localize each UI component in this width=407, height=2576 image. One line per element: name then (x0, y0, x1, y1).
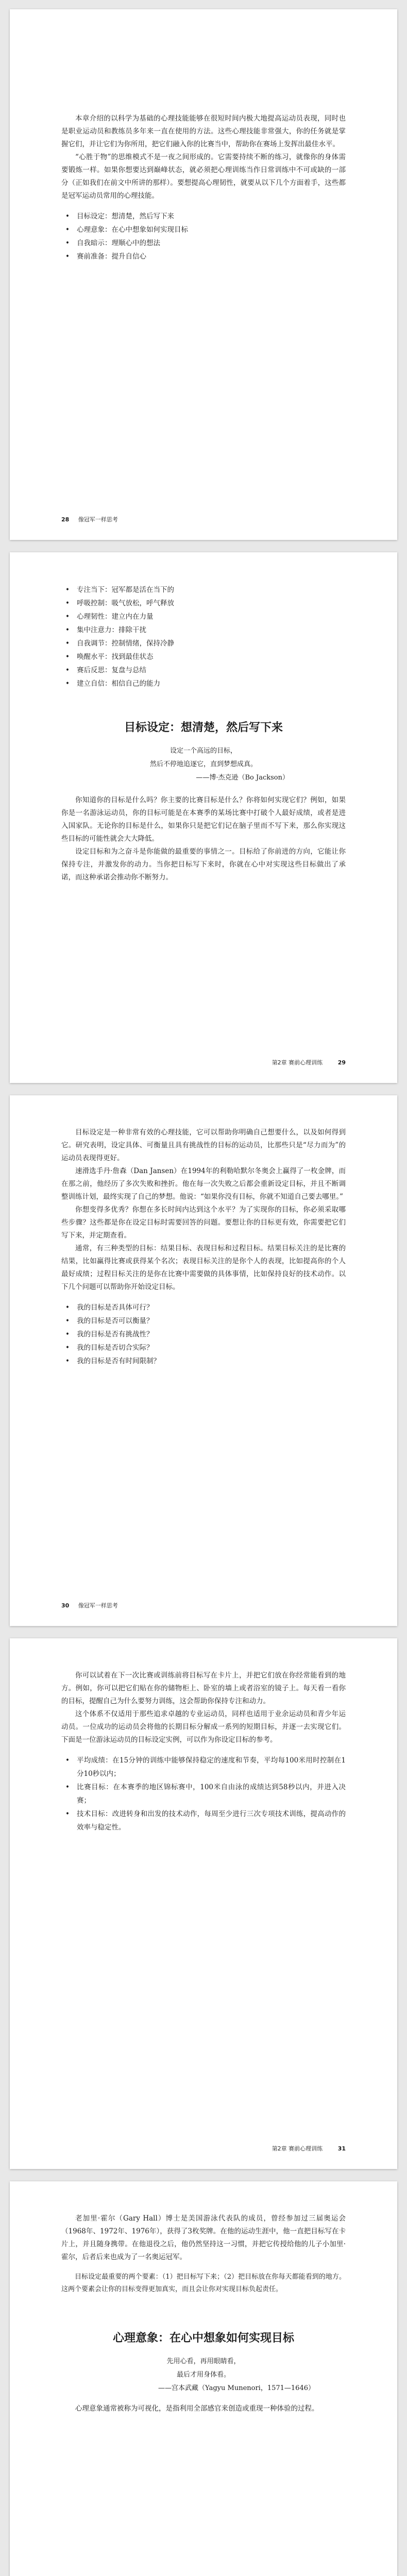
list-item: • 自我暗示：理顺心中的想法 (61, 236, 346, 250)
list-item: • 专注当下：冠军都是活在当下的 (61, 583, 346, 597)
paragraph: 设定目标和为之奋斗是你能做的最重要的事情之一。目标给了你前进的方向，它能让你保持专注，并激发你的动力。当你把目标写下来时，你就在心中对实现这些目标做出了承诺，而这种承诺会推动你不断努力。 (61, 848, 346, 882)
page-footer (272, 2144, 346, 2153)
running-header: 第2章 赛前心理训练 (272, 2145, 323, 2152)
running-header: 像冠军一样思考 (78, 516, 118, 523)
paragraph: 目标设定是一种非常有效的心理技能，它可以帮助你明确自己想要什么，以及如何得到它。研究表明，设定具体、可衡量且具有挑战性的目标的运动员，比那些只是“尽力而为”的运动员表现得更好。 (61, 1128, 346, 1162)
list-item: • 比赛目标：在本赛季的地区锦标赛中，100米自由泳的成绩达到58秒以内，并进入决赛； (61, 1781, 346, 1807)
list-item: • 我的目标是否有时间限制？ (61, 1354, 346, 1368)
paragraph: 老加里·霍尔（Gary Hall）博士是美国游泳代表队的成员，曾经参加过三届奥运会（1968年、1972年、1976年），获得了3枚奖牌。在他的运动生涯中，他一直把目标写在卡片上，并且随身携带。在他退役之后，他仍然坚持这一习惯，并把它传授给他的儿子小加里·霍尔，后者后来也成为了一名奥运冠军。 (61, 2214, 346, 2261)
bullet-list (61, 1754, 346, 1834)
book-page (10, 552, 397, 1083)
paragraph: 你可以试着在下一次比赛或训练前将目标写在卡片上，并把它们放在你经常能看到的地方。例如，你可以把它们贴在你的储物柜上、卧室的墙上或者浴室的镜子上。每天看一看你的目标，提醒自己为什么要努力训练，这会帮助你保持专注和动力。 (61, 1671, 346, 1705)
quote-author: ——宫本武藏（Yagyu Munenori，1571—1646） (158, 2384, 315, 2392)
page-body (61, 1669, 346, 1834)
list-item: • 我的目标是否可以衡量？ (61, 1314, 346, 1328)
list-item: • 目标设定：想清楚，然后写下来 (61, 210, 346, 223)
list-item: • 技术目标：改进转身和出发的技术动作，每周至少进行三次专项技术训练，提高动作的效率与稳定性。 (61, 1807, 346, 1834)
paragraph: 你想变得多优秀？你想在多长时间内达到这个水平？为了实现你的目标，你必须采取哪些步骤？这些都是你在设定目标时需要回答的问题。要想让你的目标更有效，你需要把它们写下来，并定期查看。 (61, 1206, 346, 1240)
page-number: 30 (61, 1602, 70, 1609)
list-item: • 呼吸控制：吸气放松，呼气释放 (61, 597, 346, 610)
bullet-list (61, 210, 346, 263)
quote-author: ——博·杰克逊（Bo Jackson） (196, 774, 289, 782)
paragraph: 心理意象通常被称为可视化，是指利用全部感官来创造或重现一种体验的过程。 (75, 2404, 319, 2413)
section-title: 心理意象：在心中想象如何实现目标 (112, 2331, 294, 2345)
page-footer (61, 1601, 118, 1609)
book-page (10, 9, 397, 540)
book-page (10, 2181, 397, 2576)
bullet-list (61, 1301, 346, 1368)
page-number: 28 (61, 516, 70, 523)
list-item: • 唤醒水平：找到最佳状态 (61, 650, 346, 664)
list-item: • 心理意象：在心中想象如何实现目标 (61, 223, 346, 236)
running-header: 第2章 赛前心理训练 (272, 1059, 323, 1066)
page-number: 29 (337, 1059, 346, 1066)
paragraph: 本章介绍的以科学为基础的心理技能能够在很短时间内极大地提高运动员表现，同时也是职业运动员和教练员多年来一直在使用的方法。这些心理技能非常强大，你的任务就是掌握它们，并让它们为你所用，把它们融入你的比赛当中，帮助你在赛场上发挥出最佳水平。 (61, 114, 346, 148)
page-body (61, 112, 346, 263)
list-item: • 自我调节：控制情绪，保持冷静 (61, 637, 346, 650)
bullet-list (61, 583, 346, 690)
list-item: • 我的目标是否切合实际？ (61, 1341, 346, 1354)
list-item: • 赛前准备：提升自信心 (61, 250, 346, 263)
page-body (61, 1126, 346, 1368)
page-number: 31 (337, 2145, 346, 2152)
quote-line: 设定一个高远的目标， (169, 747, 237, 755)
list-item: • 我的目标是否具体可行？ (61, 1301, 346, 1314)
paragraph: “心胜于物”的思维模式不是一夜之间形成的。它需要持续不断的练习，就像你的身体需要锻炼一样。如果你想要达到巅峰状态，就必须把心理训练当作日常训练中不可或缺的一部分（正如我们在前文中所讲的那样）。要想提高心理韧性，就要从以下几个方面着手，这些都是冠军运动员常用的心理技能。 (61, 153, 346, 200)
list-item: • 平均成绩：在15分钟的训练中能够保持稳定的速度和节奏，平均每100米用时控制在1分10秒以内； (61, 1754, 346, 1781)
highlight-paragraph: 目标设定最重要的两个要素：（1）把目标写下来；（2）把目标放在你每天都能看到的地方。这两个要素会让你的目标变得更加真实，而且会让你对实现目标负起责任。 (61, 2273, 346, 2293)
paragraph: 通常，有三种类型的目标：结果目标、表现目标和过程目标。结果目标关注的是比赛的结果，比如赢得比赛或获得某个名次；表现目标关注的是你个人的表现，比如提高你的个人最好成绩；过程目标关注的是你在比赛中需要做的具体事情，比如保持良好的技术动作。以下几个问题可以帮助你开始设定目标。 (61, 1244, 346, 1291)
page-body (61, 2212, 346, 2415)
list-item: • 集中注意力：排除干扰 (61, 623, 346, 637)
list-item: • 心理韧性：建立内在力量 (61, 610, 346, 623)
list-item: • 建立自信：相信自己的能力 (61, 677, 346, 690)
book-page (10, 1638, 397, 2169)
page-body (61, 583, 346, 884)
paragraph: 这个体系不仅适用于那些追求卓越的专业运动员，同样也适用于业余运动员和青少年运动员。一位成功的运动员会将他的长期目标分解成一系列的短期目标，并逐一去实现它们。下面是一位游泳运动员的目标设定实例，可以作为你设定目标的参考。 (61, 1710, 346, 1744)
running-header: 像冠军一样思考 (78, 1602, 118, 1609)
paragraph: 速滑选手丹·詹森（Dan Jansen）在1994年的利勒哈默尔冬奥会上赢得了一枚金牌，而在那之前，他经历了多次失败和挫折。他在每一次失败之后都会重新设定目标，并且不断调整训练计划，最终实现了自己的梦想。他说：“如果你没有目标，你就不知道自己要去哪里。” (61, 1167, 346, 1201)
page-footer (61, 515, 118, 523)
quote-line: 先用心看，再用眼睛看， (166, 2358, 241, 2365)
quote-line: 然后不停地追逐它，直到梦想成真。 (149, 760, 257, 768)
list-item: • 我的目标是否有挑战性？ (61, 1328, 346, 1341)
quote-line: 最后才用身体看。 (176, 2371, 230, 2379)
paragraph: 你知道你的目标是什么吗？你主要的比赛目标是什么？你将如何实现它们？例如，如果你是一名游泳运动员，你的目标可能是在本赛季的某场比赛中打破个人最好成绩，或者是进入国家队。无论你的目标是什么，如果你只是把它们记在脑子里而不写下来，那么你实现这些目标的可能性就会大大降低。 (61, 796, 346, 843)
section-title: 目标设定：想清楚，然后写下来 (124, 721, 283, 734)
list-item: • 赛后反思：复盘与总结 (61, 664, 346, 677)
page-footer (272, 1058, 346, 1066)
book-page (10, 1095, 397, 1626)
